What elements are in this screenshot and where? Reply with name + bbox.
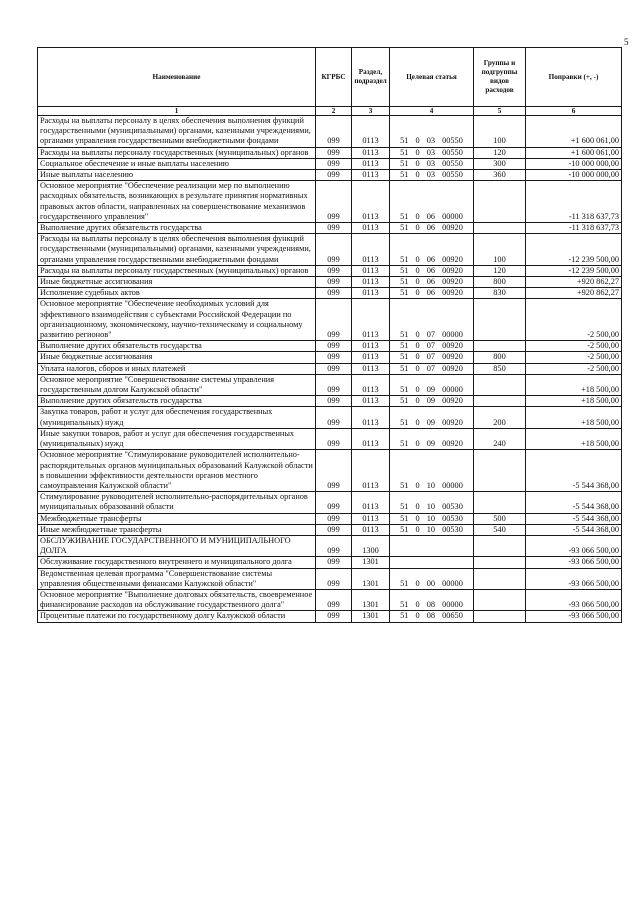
row-name: Выполнение других обязательств государства [38,396,316,407]
row-name: Основное мероприятие "Обеспечение необходимых условий для эффективного взаимодействия с субъектами Российской Федерации по организационному, экономическому, научно-техническому и социальному развитию регионов" [38,299,316,341]
row-kgrbs: 099 [316,535,352,556]
row-amount: -93 066 500,00 [526,568,622,589]
row-kgrbs: 099 [316,524,352,535]
row-name: Уплата налогов, сборов и иных платежей [38,363,316,374]
row-target: 51 0 10 00530 [390,492,474,513]
table-row [38,223,622,234]
table-row [38,492,622,513]
row-amount: -93 066 500,00 [526,589,622,610]
row-name: Процентные платежи по государственному долгу Калужской области [38,611,316,622]
row-group: 500 [474,513,526,524]
row-amount: +1 600 061,00 [526,147,622,158]
row-amount: -12 239 500,00 [526,234,622,266]
row-group: 540 [474,524,526,535]
row-amount: -12 239 500,00 [526,265,622,276]
row-group: 360 [474,170,526,181]
row-target: 51 0 07 00920 [390,352,474,363]
row-amount: -2 500,00 [526,341,622,352]
row-target: 51 0 10 00000 [390,450,474,492]
row-target: 51 0 07 00920 [390,363,474,374]
row-target: 51 0 00 00000 [390,568,474,589]
row-amount: -93 066 500,00 [526,557,622,568]
row-section: 0113 [352,407,390,428]
table-row [38,374,622,395]
row-amount: -93 066 500,00 [526,535,622,556]
row-kgrbs: 099 [316,513,352,524]
table-row [38,396,622,407]
row-group [474,492,526,513]
row-group: 850 [474,363,526,374]
row-target: 51 0 03 00550 [390,116,474,148]
row-target: 51 0 03 00550 [390,158,474,169]
row-section: 1300 [352,535,390,556]
row-kgrbs: 099 [316,170,352,181]
row-amount: +920 862,27 [526,277,622,288]
col-number: 5 [474,107,526,116]
row-amount: +920 862,27 [526,288,622,299]
row-target: 51 0 10 00530 [390,524,474,535]
col-number: 4 [390,107,474,116]
row-group [474,299,526,341]
row-name: Межбюджетные трансферты [38,513,316,524]
row-section: 0113 [352,396,390,407]
row-amount: -5 544 368,00 [526,492,622,513]
row-amount: -11 318 637,73 [526,181,622,223]
table-row [38,277,622,288]
row-target: 51 0 09 00920 [390,428,474,449]
row-kgrbs: 099 [316,407,352,428]
row-group [474,181,526,223]
row-kgrbs: 099 [316,341,352,352]
table-row [38,116,622,148]
row-name: Обслуживание государственного внутреннего и муниципального долга [38,557,316,568]
row-target [390,535,474,556]
row-target: 51 0 07 00000 [390,299,474,341]
row-kgrbs: 099 [316,396,352,407]
row-target: 51 0 10 00530 [390,513,474,524]
row-kgrbs: 099 [316,557,352,568]
row-section: 0113 [352,299,390,341]
page-number: 5 [624,37,629,47]
row-name: Расходы на выплаты персоналу в целях обеспечения выполнения функций государственными (муниципальными) органами, казенными учреждениями, органами управления государственными внебюджетными фондами [38,234,316,266]
row-section: 1301 [352,589,390,610]
table-header-row [38,48,622,107]
row-kgrbs: 099 [316,450,352,492]
table-row [38,557,622,568]
row-amount: +1 600 061,00 [526,116,622,148]
row-name: Иные бюджетные ассигнования [38,277,316,288]
col-number: 3 [352,107,390,116]
row-kgrbs: 099 [316,568,352,589]
row-name: Основное мероприятие "Выполнение долговых обязательств, своевременное финансирование расходов на обслуживание государственного долга" [38,589,316,610]
column-number-row [38,107,622,116]
row-amount: -11 318 637,73 [526,223,622,234]
row-section: 1301 [352,611,390,622]
row-group: 830 [474,288,526,299]
row-kgrbs: 099 [316,363,352,374]
row-section: 0113 [352,352,390,363]
row-group: 120 [474,265,526,276]
row-amount: +18 500,00 [526,396,622,407]
row-group: 800 [474,352,526,363]
row-group [474,557,526,568]
row-section: 0113 [352,450,390,492]
table-row [38,299,622,341]
table-row [38,535,622,556]
row-target: 51 0 08 00650 [390,611,474,622]
row-amount: -10 000 000,00 [526,170,622,181]
row-name: Закупка товаров, работ и услуг для обеспечения государственных (муниципальных) нужд [38,407,316,428]
row-kgrbs: 099 [316,492,352,513]
row-amount: +18 500,00 [526,407,622,428]
row-amount: -2 500,00 [526,352,622,363]
table-row [38,265,622,276]
header-target: Целевая статья [390,48,474,107]
row-kgrbs: 099 [316,158,352,169]
row-name: Расходы на выплаты персоналу государственных (муниципальных) органов [38,265,316,276]
row-name: Иные бюджетные ассигнования [38,352,316,363]
row-amount: +18 500,00 [526,374,622,395]
row-group: 240 [474,428,526,449]
table-row [38,611,622,622]
table-row [38,181,622,223]
row-name: Социальное обеспечение и иные выплаты населению [38,158,316,169]
table-row [38,352,622,363]
row-section: 0113 [352,428,390,449]
row-kgrbs: 099 [316,299,352,341]
row-section: 0113 [352,524,390,535]
table-row [38,450,622,492]
row-target: 51 0 09 00920 [390,396,474,407]
row-group [474,589,526,610]
row-kgrbs: 099 [316,277,352,288]
row-name: Выполнение других обязательств государства [38,341,316,352]
row-name: Иные выплаты населению [38,170,316,181]
row-section: 0113 [352,265,390,276]
row-group: 100 [474,116,526,148]
table-row [38,428,622,449]
table-row [38,170,622,181]
row-name: Основное мероприятие "Обеспечение реализации мер по выполнению расходных обязательств, возникающих в результате принятия нормативных правовых актов области, направленных на совершенствование механизмов государственного управления" [38,181,316,223]
row-group: 800 [474,277,526,288]
row-section: 0113 [352,492,390,513]
row-name: Основное мероприятие "Совершенствование системы управления государственным долгом Калужской области" [38,374,316,395]
row-group [474,396,526,407]
row-section: 0113 [352,341,390,352]
table-row [38,568,622,589]
row-section: 1301 [352,568,390,589]
row-group [474,535,526,556]
row-kgrbs: 099 [316,374,352,395]
row-section: 0113 [352,363,390,374]
row-group: 120 [474,147,526,158]
row-amount: -2 500,00 [526,299,622,341]
row-section: 1301 [352,557,390,568]
row-target: 51 0 06 00920 [390,277,474,288]
row-target: 51 0 06 00920 [390,288,474,299]
table-row [38,524,622,535]
row-group: 200 [474,407,526,428]
col-number: 2 [316,107,352,116]
row-kgrbs: 099 [316,234,352,266]
row-target [390,557,474,568]
header-name: Наименование [38,48,316,107]
row-amount: -2 500,00 [526,363,622,374]
row-group [474,450,526,492]
budget-amendments-table [37,47,622,623]
row-group: 300 [474,158,526,169]
row-name: ОБСЛУЖИВАНИЕ ГОСУДАРСТВЕННОГО И МУНИЦИПАЛЬНОГО ДОЛГА [38,535,316,556]
table-row [38,589,622,610]
header-amend: Поправки (+, -) [526,48,622,107]
header-kgrbs: КГРБС [316,48,352,107]
row-target: 51 0 03 00550 [390,170,474,181]
row-name: Иные закупки товаров, работ и услуг для обеспечения государственных (муниципальных) нужд [38,428,316,449]
row-amount: -5 544 368,00 [526,524,622,535]
row-section: 0113 [352,288,390,299]
row-kgrbs: 099 [316,265,352,276]
row-target: 51 0 09 00000 [390,374,474,395]
row-target: 51 0 06 00000 [390,181,474,223]
row-amount: -5 544 368,00 [526,513,622,524]
row-section: 0113 [352,513,390,524]
row-kgrbs: 099 [316,223,352,234]
row-section: 0113 [352,147,390,158]
row-name: Ведомственная целевая программа "Совершенствование системы управления общественными финансами Калужской области" [38,568,316,589]
row-section: 0113 [352,116,390,148]
row-kgrbs: 099 [316,428,352,449]
row-section: 0113 [352,181,390,223]
row-kgrbs: 099 [316,147,352,158]
row-name: Выполнение других обязательств государства [38,223,316,234]
row-name: Стимулирование руководителей исполнительно-распорядительных органов муниципальных образований области [38,492,316,513]
row-target: 51 0 03 00550 [390,147,474,158]
row-section: 0113 [352,158,390,169]
row-name: Расходы на выплаты персоналу в целях обеспечения выполнения функций государственными (муниципальными) органами, казенными учреждениями, органами управления государственными внебюджетными фондами [38,116,316,148]
row-target: 51 0 07 00920 [390,341,474,352]
table-row [38,407,622,428]
table-row [38,341,622,352]
row-target: 51 0 06 00920 [390,223,474,234]
row-target: 51 0 06 00920 [390,234,474,266]
row-section: 0113 [352,277,390,288]
row-kgrbs: 099 [316,116,352,148]
row-group [474,611,526,622]
row-section: 0113 [352,234,390,266]
row-name: Основное мероприятие "Стимулирование руководителей исполнительно-распорядительных органов муниципальных образований Калужской области в повышении эффективности деятельности органов местного самоуправления Калужской области" [38,450,316,492]
row-group [474,341,526,352]
row-kgrbs: 099 [316,352,352,363]
row-kgrbs: 099 [316,589,352,610]
row-group: 100 [474,234,526,266]
row-kgrbs: 099 [316,181,352,223]
row-amount: -93 066 500,00 [526,611,622,622]
row-target: 51 0 09 00920 [390,407,474,428]
col-number: 6 [526,107,622,116]
row-target: 51 0 08 00000 [390,589,474,610]
header-section: Раздел, подраздел [352,48,390,107]
table-row [38,158,622,169]
row-kgrbs: 099 [316,611,352,622]
row-amount: +18 500,00 [526,428,622,449]
row-section: 0113 [352,374,390,395]
table-row [38,288,622,299]
table-row [38,147,622,158]
row-amount: -5 544 368,00 [526,450,622,492]
row-kgrbs: 099 [316,288,352,299]
header-groups: Группы и подгруппы видов расходов [474,48,526,107]
col-number: 1 [38,107,316,116]
row-section: 0113 [352,170,390,181]
row-section: 0113 [352,223,390,234]
row-amount: -10 000 000,00 [526,158,622,169]
row-group [474,374,526,395]
row-name: Исполнение судебных актов [38,288,316,299]
row-name: Расходы на выплаты персоналу государственных (муниципальных) органов [38,147,316,158]
table-row [38,513,622,524]
row-group [474,223,526,234]
row-name: Иные межбюджетные трансферты [38,524,316,535]
table-row [38,363,622,374]
table-row [38,234,622,266]
row-target: 51 0 06 00920 [390,265,474,276]
row-group [474,568,526,589]
